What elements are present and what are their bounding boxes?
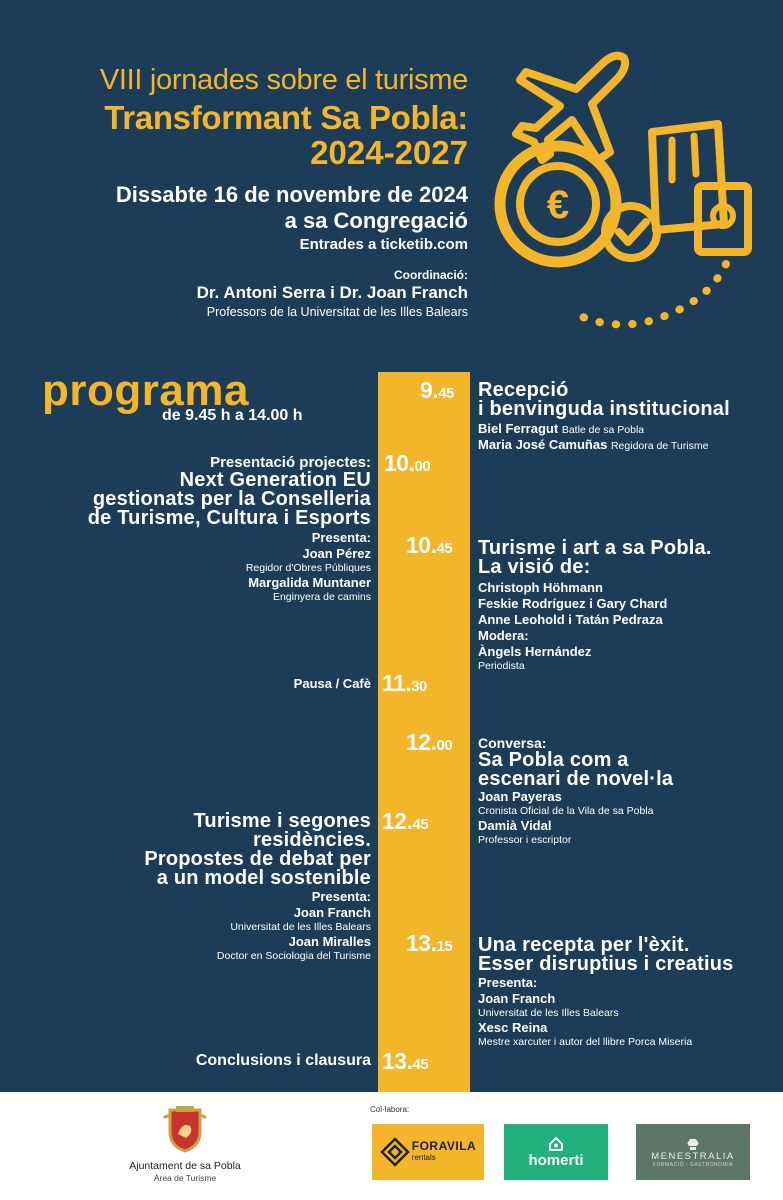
session-title: Turisme i segones xyxy=(193,810,371,832)
speaker-role: Professor i escriptor xyxy=(478,834,572,846)
session-recepta xyxy=(478,936,778,1049)
session-title: gestionats per la Conselleria xyxy=(92,488,371,510)
speaker-role: Regidor d'Obres Públiques xyxy=(245,562,371,574)
session-title: Turisme i art a sa Pobla. xyxy=(478,537,712,559)
foravila-logo[interactable] xyxy=(372,1124,484,1180)
speaker-name: Joan Miralles xyxy=(288,934,371,949)
time-1345: 13.45 xyxy=(382,1048,429,1074)
session-projectes xyxy=(40,454,371,604)
footer xyxy=(0,1092,783,1200)
menestralia-text: MENESTRALIA xyxy=(651,1150,735,1162)
homerti-logo[interactable] xyxy=(504,1124,608,1180)
session-conversa xyxy=(478,736,778,847)
programa-title: programa xyxy=(42,366,249,415)
session-pausa: Pausa / Cafè xyxy=(293,676,371,691)
time-1045: 10.45 xyxy=(406,532,453,558)
collabora-label: Col·labora: xyxy=(370,1105,410,1114)
event-edition: VIII jornades sobre el turisme xyxy=(99,64,468,96)
session-title: de Turisme, Cultura i Esports xyxy=(87,507,371,529)
chef-hat-icon xyxy=(686,1137,700,1151)
speaker-role: Doctor en Sociologia del Turisme xyxy=(216,950,371,962)
speaker-role: Enginyera de camins xyxy=(272,591,371,603)
modera-label: Modera: xyxy=(478,628,529,643)
event-place: a sa Congregació xyxy=(284,208,468,233)
speaker-name: Margalida Muntaner xyxy=(248,575,371,590)
speaker-name: Anne Leohold i Tatán Pedraza xyxy=(478,612,663,627)
session-title: Recepció xyxy=(478,379,569,401)
speaker: Maria José Camuñas Regidora de Turisme xyxy=(478,437,709,452)
session-title: Next Generation EU xyxy=(179,469,371,491)
speaker-name: Feskie Rodríguez i Gary Chard xyxy=(478,596,668,611)
event-title: Transformant Sa Pobla: xyxy=(104,99,468,136)
session-title: La visió de: xyxy=(478,556,591,578)
speaker-role: Universitat de les Illes Balears xyxy=(230,921,371,933)
ajuntament-area: Àrea de Turisme xyxy=(153,1173,217,1183)
menestralia-subtext: FORMACIÓ · GASTRONOMIA xyxy=(653,1161,733,1168)
menestralia-logo[interactable] xyxy=(636,1124,750,1180)
svg-text:€: € xyxy=(546,183,570,227)
session-title: Sa Pobla com a xyxy=(478,749,629,771)
homerti-text: homerti xyxy=(528,1151,584,1169)
time-1245: 12.45 xyxy=(382,808,429,834)
speaker-name: Xesc Reina xyxy=(478,1020,548,1035)
event-date: Dissabte 16 de novembre de 2024 xyxy=(115,182,468,207)
presenta-label: Presenta: xyxy=(478,975,538,990)
speaker-role: Periodista xyxy=(478,660,525,672)
presenta-label: Presenta: xyxy=(311,889,371,904)
ajuntament-name: Ajuntament de sa Pobla xyxy=(129,1160,241,1172)
session-title: a un model sostenible xyxy=(156,867,371,889)
time-1000: 10.00 xyxy=(384,450,431,476)
speaker-role: Cronista Oficial de la Vila de sa Pobla xyxy=(478,805,654,817)
session-intro: Conversa: xyxy=(478,735,547,751)
foravila-subtext: rentals xyxy=(411,1153,436,1162)
speaker-name: Christoph Höhmann xyxy=(478,580,603,595)
time-1315: 13.15 xyxy=(406,930,453,956)
session-title: residències. xyxy=(252,829,371,851)
tourism-icon xyxy=(486,44,762,334)
programa-hours: de 9.45 h a 14.00 h xyxy=(162,407,303,424)
session-title: Una recepta per l'èxit. xyxy=(478,934,690,956)
session-residencies xyxy=(40,812,371,963)
presenta-label: Presenta: xyxy=(311,530,371,545)
session-art xyxy=(478,539,778,673)
home-icon xyxy=(548,1136,564,1152)
speaker-name: Joan Franch xyxy=(293,905,371,920)
session-intro: Presentació projectes: xyxy=(210,454,371,471)
speaker-role: Mestre xarcuter i autor del llibre Porca Miseria xyxy=(478,1036,693,1048)
time-945: 9.45 xyxy=(420,377,454,403)
time-1130: 11.30 xyxy=(382,670,427,696)
session-title: Esser disruptius i creatius xyxy=(478,953,734,975)
tickets-link[interactable]: Entrades a ticketib.com xyxy=(299,236,468,253)
speaker: Biel Ferragut Batle de sa Pobla xyxy=(478,421,645,436)
speaker-name: Damià Vidal xyxy=(478,818,552,833)
coat-of-arms-icon xyxy=(160,1104,210,1154)
speaker-name: Àngels Hernández xyxy=(478,644,592,659)
foravila-icon xyxy=(380,1137,410,1167)
event-years: 2024-2027 xyxy=(310,134,468,171)
speaker-name: Joan Payeras xyxy=(478,789,562,804)
session-title: i benvinguda institucional xyxy=(478,398,730,420)
session-title: escenari de novel·la xyxy=(478,768,674,790)
session-clausura: Conclusions i clausura xyxy=(195,1052,371,1069)
foravila-text: FORAVILA xyxy=(411,1139,477,1153)
speaker-role: Universitat de les Illes Balears xyxy=(478,1007,619,1019)
speaker-name: Joan Pérez xyxy=(302,546,371,561)
session-title: Propostes de debat per xyxy=(144,848,371,870)
speaker-name: Joan Franch xyxy=(478,991,556,1006)
session-recepcio xyxy=(478,381,778,453)
coordination-label: Coordinació: xyxy=(394,268,468,282)
time-1200: 12.00 xyxy=(406,729,453,755)
coordination-description: Professors de la Universitat de les Illes Balears xyxy=(206,305,468,319)
coordination-names: Dr. Antoni Serra i Dr. Joan Franch xyxy=(196,283,468,302)
